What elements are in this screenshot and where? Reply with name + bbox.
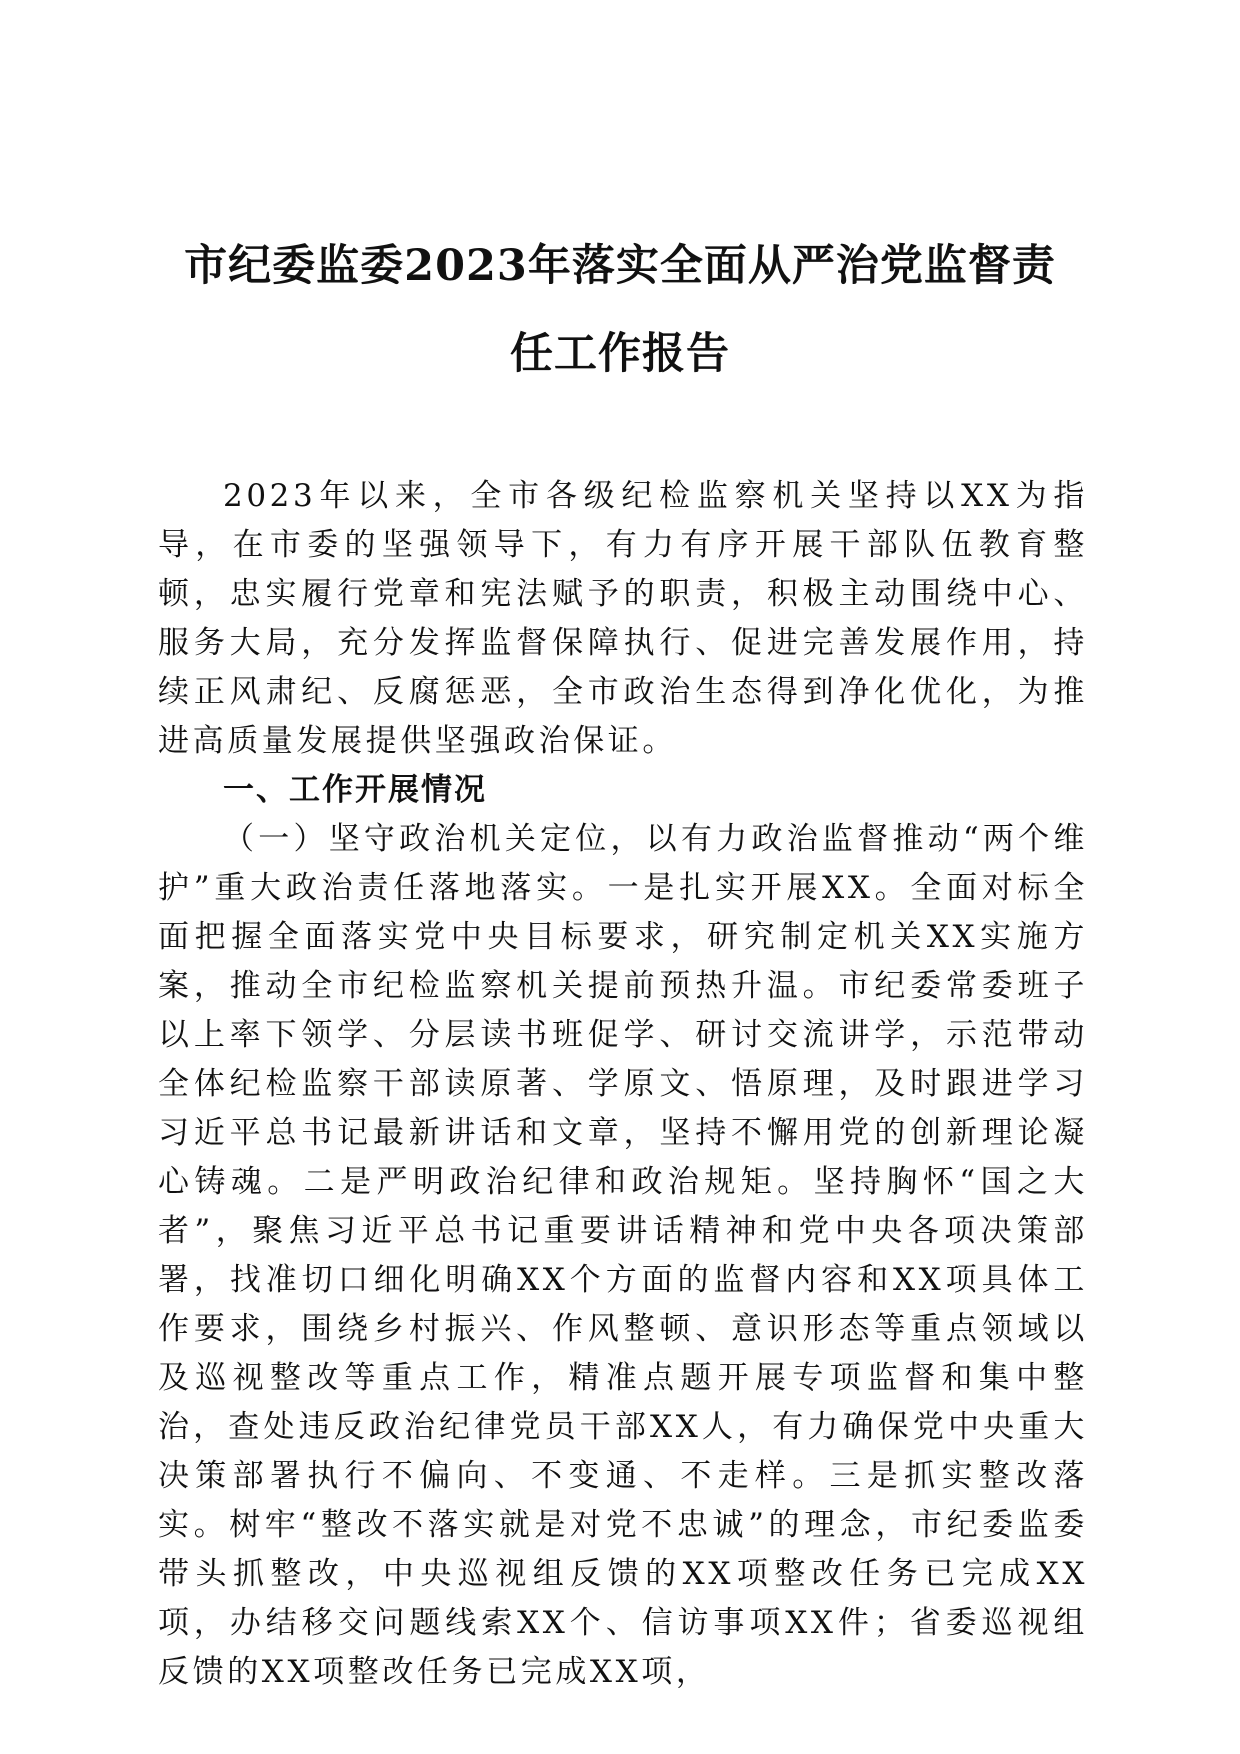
section-heading: 一、工作开展情况 [223,772,487,808]
intro-paragraph: 2023年以来，全市各级纪检监察机关坚持以XX为指导，在市委的坚强领导下，有力有序开展干部队伍教育整顿，忠实履行党章和宪法赋予的职责，积极主动围绕中心、服务大局，充分发挥监督保障执行、促进完善发展作用，持续正风肃纪、反腐惩恶，全市政治生态得到净化优化，为推进高质量发展提供坚强政治保证。 [158,478,1088,759]
title-line-2: 任工作报告 [510,329,730,379]
document-body [158,472,1088,1697]
section-paragraph: （一）坚守政治机关定位，以有力政治监督推动“两个维护”重大政治责任落地落实。一是扎实开展XX。全面对标全面把握全面落实党中央目标要求，研究制定机关XX实施方案，推动全市纪检监察机关提前预热升温。市纪委常委班子以上率下领学、分层读书班促学、研讨交流讲学，示范带动全体纪检监察干部读原著、学原文、悟原理，及时跟进学习习近平总书记最新讲话和文章，坚持不懈用党的创新理论凝心铸魂。二是严明政治纪律和政治规矩。坚持胸怀“国之大者”，聚焦习近平总书记重要讲话精神和党中央各项决策部署，找准切口细化明确XX个方面的监督内容和XX项具体工作要求，围绕乡村振兴、作风整顿、意识形态等重点领域以及巡视整改等重点工作，精准点题开展专项监督和集中整治，查处违反政治纪律党员干部XX人，有力确保党中央重大决策部署执行不偏向、不变通、不走样。三是抓实整改落实。树牢“整改不落实就是对党不忠诚”的理念，市纪委监委带头抓整改，中央巡视组反馈的XX项整改任务已完成XX项，办结移交问题线索XX个、信访事项XX件；省委巡视组反馈的XX项整改任务已完成XX项， [158,821,1088,1690]
title-line-1: 市纪委监委2023年落实全面从严治党监督责 [184,241,1056,291]
document-title [150,222,1090,398]
